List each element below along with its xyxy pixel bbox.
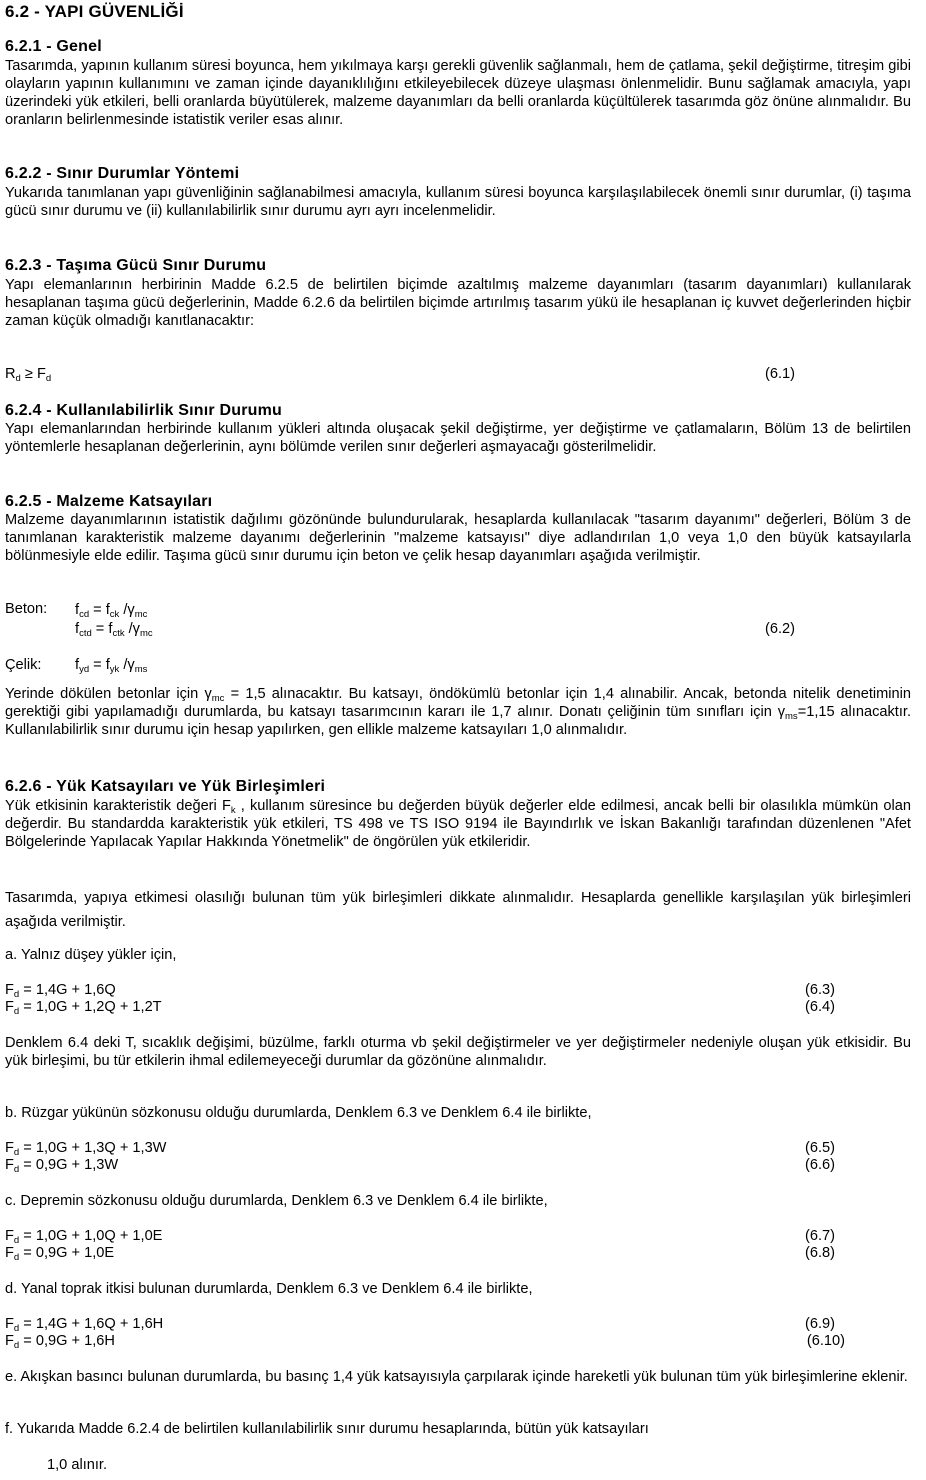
eq-symbol: = f [89, 602, 110, 618]
eq-subscript: ms [785, 711, 798, 722]
case-a-note: Denklem 6.4 deki T, sıcaklık değişimi, büzülme, farklı oturma vb şekil değiştirmeler ve yer değiştirmeler nedeniyle oluşan yük etkisidir. Bu yük birleşimi, bu tür etkilerin ihmal edilemeyeceği durumlar da gözönüne alınmalıdır. [5, 1035, 911, 1069]
text-run: , kullanım süresince bu değerden büyük değerler elde edilmesi, ancak belli bir olasılıkla mümkün olan değerdir. Bu standardda karakteristik yük etkileri, TS 498 ve TS ISO 9194 ile Bayındırlık ve İskan Bakanlığı tarafından düzenlenen "Afet Bölgelerinde Yapılacak Yapılar Hakkında Yönetmelik" de öngörülen yük etkileridir. [5, 798, 911, 850]
eq-subscript: ck [109, 609, 120, 620]
eq-symbol: = f [89, 657, 110, 673]
case-b-label: b. Rüzgar yükünün sözkonusu olduğu durumlarda, Denklem 6.3 ve Denklem 6.4 ile birlikte, [5, 1105, 592, 1121]
equation-lhs [5, 1333, 115, 1350]
eq-subscript: d [13, 989, 20, 1000]
equation-lhs [5, 999, 162, 1016]
equation-6-2c [5, 657, 795, 674]
page-title: 6.2 - YAPI GÜVENLİĞİ [5, 2, 184, 21]
equation-6-3 [5, 982, 835, 999]
equation-number: (6.8) [804, 1245, 835, 1261]
eq-symbol: /γ [124, 621, 140, 637]
equation-number: (6.2) [764, 621, 795, 637]
eq-symbol: f [75, 657, 80, 673]
eq-subscript: yk [109, 664, 120, 675]
eq-subscript: mc [134, 609, 148, 620]
eq-subscript: d [15, 373, 21, 384]
equation-6-10 [5, 1333, 845, 1350]
eq-subscript: d [45, 373, 52, 384]
equation-lhs [5, 982, 116, 999]
text-run: Yerinde dökülen betonlar için γ [5, 686, 212, 702]
section-heading-tasima-gucu: 6.2.3 - Taşıma Gücü Sınır Durumu [5, 257, 267, 274]
section-text-malzeme-katsayilari: Malzeme dayanımlarının istatistik dağılımı gözönünde bulundurularak, hesaplarda kullanılacak "tasarım dayanımı" değerleri, Bölüm 3 de tanımlanan karakteristik malzeme dayanımı değerlerinin "malzeme katsayısı" diye adlandırılan 1,0 veya 1,0 den büyük katsayılarla bölünmesiyle elde edilir. Taşıma gücü sınır durumu için beton ve çelik hesap dayanımları aşağıda verilmiştir. [5, 512, 911, 564]
yuk-karakteristik-paragraph [5, 797, 911, 851]
case-f-text: f. Yukarıda Madde 6.2.4 de belirtilen kullanılabilirlik sınır durumu hesaplarında, bütün yük katsayıları [5, 1421, 649, 1437]
section-heading-kullanilabilirlik: 6.2.4 - Kullanılabilirlik Sınır Durumu [5, 402, 282, 419]
eq-symbol: F [5, 1316, 14, 1332]
eq-subscript: mc [211, 693, 225, 704]
eq-symbol: F [5, 1333, 14, 1349]
eq-subscript: k [230, 805, 236, 816]
case-c-label: c. Depremin sözkonusu olduğu durumlarda, Denklem 6.3 ve Denklem 6.4 ile birlikte, [5, 1193, 548, 1209]
equation-number: (6.1) [764, 366, 795, 382]
section-heading-yuk-katsayilari: 6.2.6 - Yük Katsayıları ve Yük Birleşimleri [5, 778, 326, 795]
eq-symbol: = 1,0G + 1,3Q + 1,3W [19, 1140, 167, 1156]
section-text-genel: Tasarımda, yapının kullanım süresi boyunca, hem yıkılmaya karşı gerekli güvenlik sağlanmalı, hem de çatlama, şekil değiştirme, titreşim gibi olayların yapının kullanımını ve zaman içinde dayanıklılığını etkileyebilecek düzeye ulaşması önlenmelidir. Bunu sağlamak amacıyla, yapı üzerindeki yük etkileri, belli oranlarda büyütülerek, malzeme dayanımları da belli oranlarda küçültülerek tasarımda göz önüne alınmalıdır. Bu oranların belirlenmesinde istatistik veriler esas alınır. [5, 58, 911, 128]
eq-subscript: d [13, 1340, 20, 1351]
text-run: =1,15 alınacaktır. Kullanılabilirlik sınır durumu için hesap yapılırken, gen ellikle malzeme katsayıları 1,0 alınmalıdır. [5, 704, 911, 738]
eq-subscript: d [13, 1323, 20, 1334]
case-d-label: d. Yanal toprak itkisi bulunan durumlarda, Denklem 6.3 ve Denklem 6.4 ile birlikte, [5, 1281, 533, 1297]
eq-symbol: = 0,9G + 1,6H [19, 1333, 115, 1349]
section-heading-malzeme-katsayilari: 6.2.5 - Malzeme Katsayıları [5, 493, 213, 510]
equation-lhs [75, 657, 147, 674]
equation-6-6 [5, 1157, 835, 1174]
equation-number: (6.5) [804, 1140, 835, 1156]
section-text-tasima-gucu: Yapı elemanlarının herbirinin Madde 6.2.5 de belirtilen biçimde azaltılmış malzeme dayanımları (tasarım dayanımları) kullanılarak hesaplanan taşıma gücü değerlerinin, Madde 6.2.6 da belirtilen biçimde artırılmış tasarım yükü ile hesaplanan iç kuvvet değerlerinden hiçbir zaman küçük olmadığı kanıtlanacaktır: [5, 277, 911, 329]
equation-number: (6.7) [804, 1228, 835, 1244]
eq-symbol: /γ [119, 657, 135, 673]
eq-symbol: /γ [119, 602, 135, 618]
equation-lhs [5, 366, 51, 383]
eq-symbol: = f [91, 621, 113, 637]
equation-lhs [5, 1245, 114, 1262]
eq-symbol: = 1,4G + 1,6Q [19, 982, 116, 998]
equation-number: (6.6) [804, 1157, 835, 1173]
beton-label: Beton: [5, 601, 48, 617]
eq-symbol: F [5, 1228, 14, 1244]
eq-symbol: F [5, 1157, 14, 1173]
equation-lhs [5, 1228, 162, 1245]
eq-subscript: ms [134, 664, 148, 675]
equation-lhs [5, 1157, 118, 1174]
equation-lhs [75, 602, 147, 619]
eq-subscript: ctd [79, 628, 92, 639]
equation-6-9 [5, 1316, 835, 1333]
equation-number: (6.10) [806, 1333, 845, 1349]
eq-subscript: cd [79, 609, 90, 620]
text-run: = 1,5 alınacaktır. Bu katsayı, öndökümlü betonlar için 1,4 alınabilir. Ancak, betonda nitelik denetiminin gerektiği gibi yapılamadığı durumlarda, bu katsayı tasarımcının kararı ile 1,7 alınır. Donatı çeliğinin tüm sınıfları için γ [5, 686, 911, 720]
equation-number: (6.9) [804, 1316, 835, 1332]
eq-symbol: = 1,4G + 1,6Q + 1,6H [19, 1316, 164, 1332]
malzeme-katsayisi-notes [5, 685, 911, 739]
case-a-label: a. Yalnız düşey yükler için, [5, 947, 177, 963]
section-text-kullanilabilirlik: Yapı elemanlarından herbirinde kullanım yükleri altında oluşacak şekil değiştirme, yer değiştirme ve çatlamaların, Bölüm 13 de belirtilen yöntemlerle hesaplanan değerlerinin, aynı bölümde verilen sınır değerleri aşmayacağı gösterilmelidir. [5, 421, 911, 455]
section-text-sinir-durumlar: Yukarıda tanımlanan yapı güvenliğinin sağlanabilmesi amacıyla, kullanım süresi boyunca karşılaşılabilecek önemli sınır durumlar, (i) taşıma gücü sınır durumu ve (ii) kullanılabilirlik sınır durumu ayrı ayrı incelenmelidir. [5, 185, 911, 219]
eq-symbol: F [5, 999, 14, 1015]
text-run: Yük etkisinin karakteristik değeri F [5, 798, 231, 814]
eq-symbol: = 1,0G + 1,2Q + 1,2T [19, 999, 162, 1015]
equation-lhs [5, 1140, 166, 1157]
eq-symbol: = 1,0G + 1,0Q + 1,0E [19, 1228, 163, 1244]
equation-6-2b [5, 621, 795, 638]
equation-6-1 [5, 366, 795, 383]
eq-symbol: = 0,9G + 1,3W [19, 1157, 119, 1173]
case-f-continuation: 1,0 alınır. [47, 1457, 108, 1473]
eq-symbol: F [5, 982, 14, 998]
equation-lhs [5, 1316, 163, 1333]
eq-subscript: d [13, 1252, 20, 1263]
eq-symbol: ≥ F [20, 366, 46, 382]
equation-number: (6.4) [804, 999, 835, 1015]
eq-subscript: yd [79, 664, 90, 675]
yuk-birlesimleri-paragraph: Tasarımda, yapıya etkimesi olasılığı bulunan tüm yük birleşimleri dikkate alınmalıdır. Hesaplarda genellikle karşılaşılan yük birleşimleri aşağıda verilmiştir. [5, 890, 911, 930]
section-heading-sinir-durumlar: 6.2.2 - Sınır Durumlar Yöntemi [5, 165, 240, 182]
equation-6-4 [5, 999, 835, 1016]
equation-6-7 [5, 1228, 835, 1245]
eq-symbol: = 0,9G + 1,0E [19, 1245, 115, 1261]
eq-subscript: d [13, 1006, 20, 1017]
eq-subscript: d [13, 1147, 20, 1158]
eq-symbol: f [75, 621, 80, 637]
eq-subscript: d [13, 1235, 20, 1246]
eq-symbol: f [75, 602, 80, 618]
equation-6-5 [5, 1140, 835, 1157]
eq-symbol: F [5, 1245, 14, 1261]
celik-label: Çelik: [5, 657, 42, 673]
equation-6-8 [5, 1245, 835, 1262]
eq-subscript: ctk [112, 628, 125, 639]
eq-symbol: F [5, 1140, 14, 1156]
section-heading-genel: 6.2.1 - Genel [5, 38, 102, 55]
eq-subscript: d [13, 1164, 20, 1175]
equation-lhs [75, 621, 153, 638]
case-e-text: e. Akışkan basıncı bulunan durumlarda, bu basınç 1,4 yük katsayısıyla çarpılarak içinde hareketli yük bulunan tüm yük birleşimlerine eklenir. [5, 1369, 908, 1385]
equation-number: (6.3) [804, 982, 835, 998]
eq-subscript: mc [139, 628, 153, 639]
eq-symbol: R [5, 366, 16, 382]
equation-6-2a [5, 602, 795, 619]
